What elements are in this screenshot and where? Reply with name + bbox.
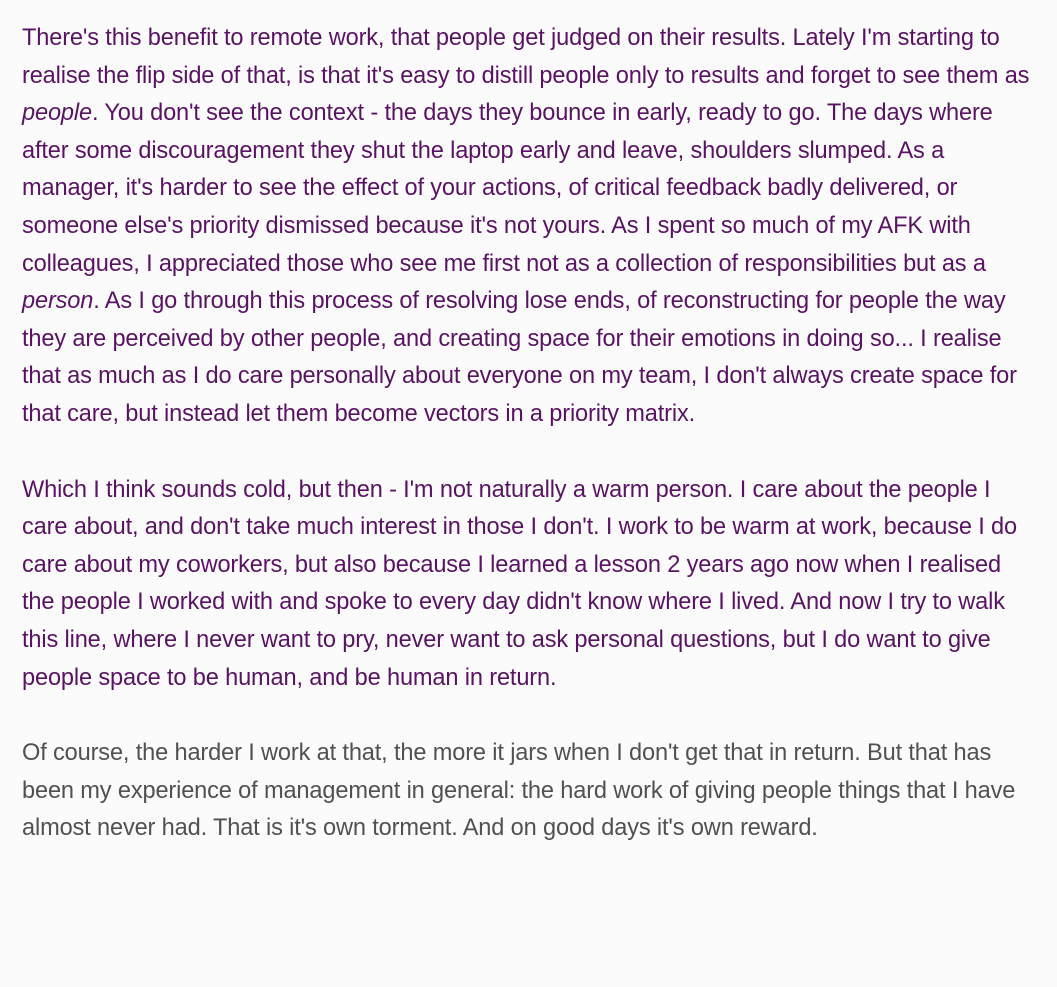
paragraph-1-text-e: . As I go through this process of resolving lose ends, of reconstructing for people the way they are perceived by other people, and creating space for their emotions in doing so... I realise that as much as I do care personally about everyone on my team, I don't always create space for that care, but instead let them become vectors in a priority matrix.: [22, 288, 1017, 427]
paragraph-1-text-a: There's this benefit to remote work, that people get judged on their results. Lately I'm starting to realise the flip side of that, is that it's easy to distill people only to results and forget to see them as: [22, 25, 1030, 89]
paragraph-1-emphasis-person: person: [22, 288, 94, 315]
paragraph-management: Of course, the harder I work at that, the more it jars when I don't get that in return. But that has been my experience of management in general: the hard work of giving people things that I have almost never had. That is it's own torment. And on good days it's own reward.: [22, 740, 1016, 842]
paragraph-1-emphasis-people: people: [22, 100, 92, 127]
paragraph-warm-person: Which I think sounds cold, but then - I'm not naturally a warm person. I care about the people I care about, and don't take much interest in those I don't. I work to be warm at work, because I do care about my coworkers, but also because I learned a lesson 2 years ago now when I realised the people I worked with and spoke to every day didn't know where I lived. And now I try to walk this line, where I never want to pry, never want to ask personal questions, but I do want to give people space to be human, and be human in return.: [22, 476, 1017, 691]
paragraph-remote-work: [22, 20, 1039, 434]
paragraph-1-text-c: . You don't see the context - the days they bounce in early, ready to go. The days where after some discouragement they shut the laptop early and leave, shoulders slumped. As a manager, it's harder to see the effect of your actions, of critical feedback badly delivered, or someone else's priority dismissed because it's not yours. As I spent so much of my AFK with colleagues, I appreciated those who see me first not as a collection of responsibilities but as a: [22, 100, 993, 277]
